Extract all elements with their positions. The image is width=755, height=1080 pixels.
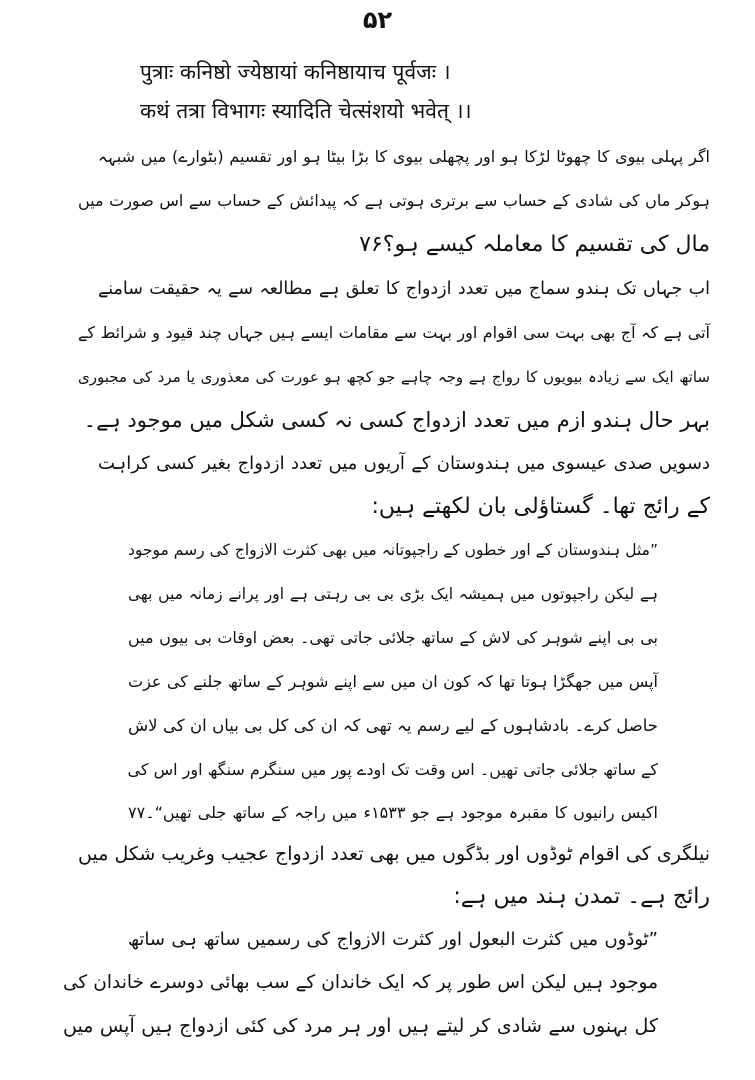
quote-2-line-1: ”ٹوڈوں میں کثرت البعول اور کثرت الازواج کی رسمیں ساتھ ہی ساتھ <box>128 929 658 950</box>
page-number: ۵۲ <box>362 6 393 34</box>
sanskrit-verse-line-1: पुत्राः कनिष्ठो ज्येष्ठायां कनिष्ठायाच पूर्वजः । <box>140 60 451 84</box>
paragraph-2-line-4: بہر حال ہندو ازم میں تعدد ازدواج کسی نہ کسی شکل میں موجود ہے۔ <box>83 408 710 432</box>
paragraph-3-line-2: کے رائج تھا۔ گستاؤلی بان لکھتے ہیں: <box>371 494 710 519</box>
paragraph-2-line-1: اب جہاں تک ہندو سماج میں تعدد ازدواج کا تعلق ہے مطالعہ سے یہ حقیقت سامنے <box>98 279 710 299</box>
quote-1-line-6: کے ساتھ جلائی جاتی تھیں۔ اس وقت تک اودے پور میں سنگرم سنگھ اور اس کی <box>127 760 658 779</box>
quote-2-line-2: موجود ہیں لیکن اس طور پر کہ ایک خاندان کے سب بھائی دوسرے خاندان کی <box>63 972 658 993</box>
paragraph-1-line-1: اگر پہلی بیوی کا چھوٹا لڑکا ہو اور پچھلی بیوی کا بڑا بیٹا ہو اور تقسیم (بٹوارے) میں شبہہ <box>98 147 710 166</box>
quote-1-line-5: حاصل کرے۔ بادشاہوں کے لیے رسم یہ تھی کہ ان کی کل بی بیاں ان کی لاش <box>128 716 658 735</box>
quote-1-line-2: ہے لیکن راجپوتوں میں ہمیشہ ایک بڑی بی بی رہتی ہے اور پرانے زمانہ میں بھی <box>128 585 658 603</box>
paragraph-3-line-1: دسویں صدی عیسوی میں ہندوستان کے آریوں میں تعدد ازدواج بغیر کسی کراہت <box>98 453 710 474</box>
paragraph-1-line-3: مال کی تقسیم کا معاملہ کیسے ہو؟۷۶ <box>359 232 710 257</box>
quote-1-line-1: ”مثل ہندوستان کے اور خطوں کے راجپوتانہ میں بھی کثرت الازواج کی رسم موجود <box>128 541 658 559</box>
quote-1-line-4: آپس میں جھگڑا ہوتا تھا کہ کون ان میں سے اپنے شوہر کے ساتھ جلنے کی عزت <box>128 672 658 691</box>
paragraph-2-line-2: آتی ہے کہ آج بھی بہت سی اقوام اور بہت سے مقامات ایسے ہیں جہاں چند قیود و شرائط کے <box>78 323 710 342</box>
paragraph-2-line-3: ساتھ ایک سے زیادہ بیویوں کا رواج ہے وجہ چاہے جو کچھ ہو عورت کی معذوری یا مرد کی مجبوری <box>78 368 710 386</box>
quote-2-line-3: کل بہنوں سے شادی کر لیتے ہیں اور ہر مرد کی کئی ازدواج ہیں آپس میں <box>63 1015 658 1037</box>
quote-1-line-3: بی بی اپنے شوہر کی لاش کے ساتھ جلائی جاتی تھی۔ بعض اوقات بی بیوں میں <box>128 628 658 647</box>
paragraph-4-line-2: رائج ہے۔ تمدن ہند میں ہے: <box>453 884 710 909</box>
quote-1-line-7: اکیس رانیوں کا مقبرہ موجود ہے جو ۱۵۳۳ء میں راجہ کے ساتھ جلی تھیں“۔۷۷ <box>128 803 658 822</box>
sanskrit-verse-line-2: कथं तत्रा विभागः स्यादिति चेत्संशयो भवेत् ।। <box>140 99 472 123</box>
paragraph-1-line-2: ہوکر ماں کی شادی کے حساب سے برتری ہوتی ہے کہ پیدائش کے حساب سے اس صورت میں <box>78 191 710 210</box>
paragraph-4-line-1: نیلگری کی اقوام ٹوڈوں اور بڈگوں میں بھی تعدد ازدواج عجیب وغریب شکل میں <box>78 843 710 865</box>
